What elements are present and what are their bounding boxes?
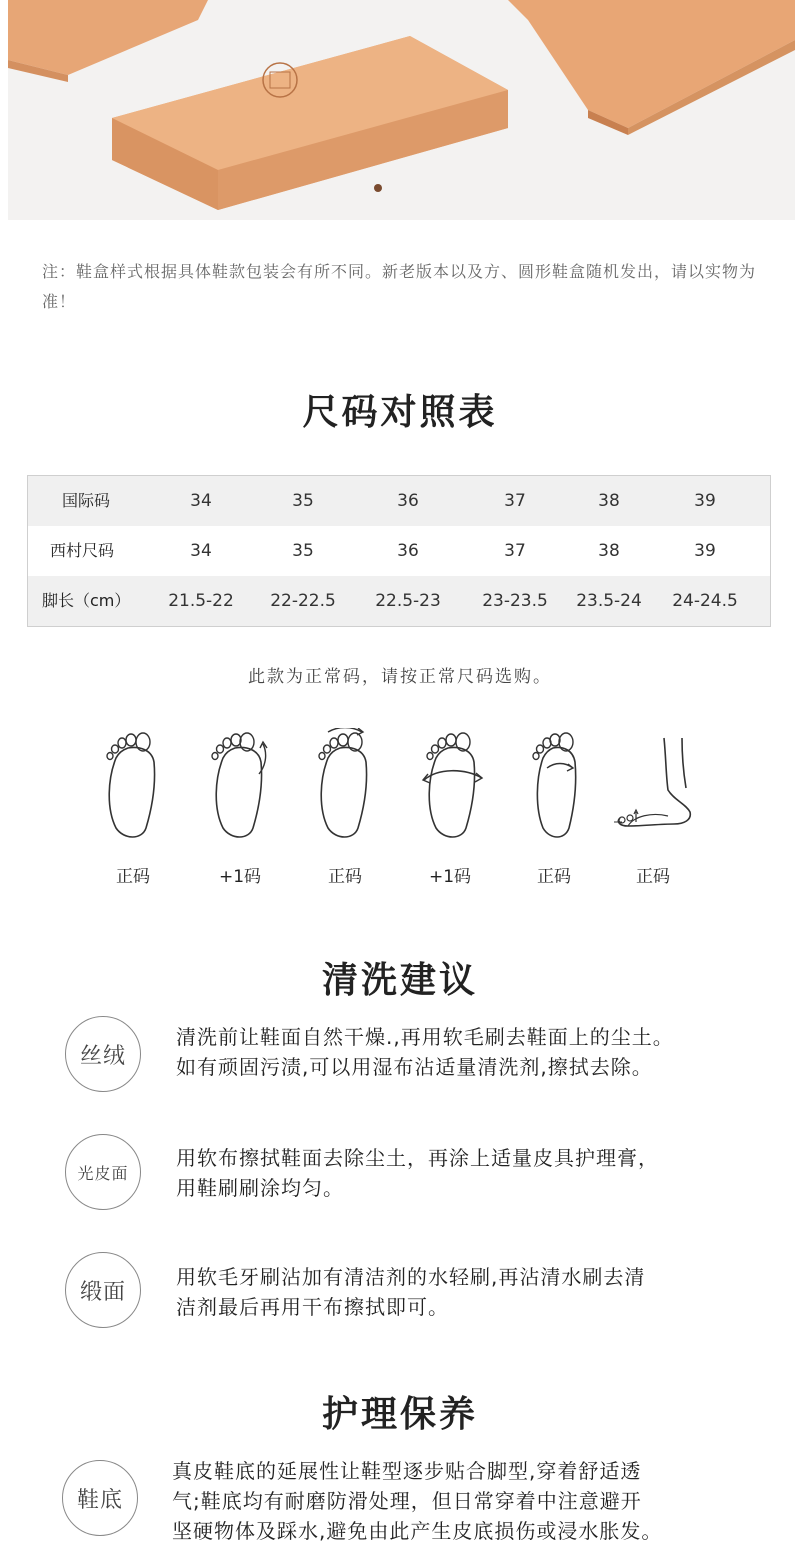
wide-foot-icon xyxy=(418,728,488,840)
table-cell: 23-23.5 xyxy=(482,591,548,611)
table-cell: 38 xyxy=(598,491,620,511)
care-line: 真皮鞋底的延展性让鞋型逐步贴合脚型,穿着舒适透 xyxy=(172,1459,642,1483)
sole-care-text xyxy=(172,1456,772,1546)
foot-label: 正码 xyxy=(537,867,571,887)
table-cell: 24-24.5 xyxy=(672,591,738,611)
table-cell: 35 xyxy=(292,491,314,511)
table-cell: 37 xyxy=(504,491,526,511)
thin-foot-icon xyxy=(523,728,593,840)
table-cell: 22.5-23 xyxy=(375,591,441,611)
foot-label: +1码 xyxy=(428,867,472,887)
smooth-leather-care-text xyxy=(176,1143,776,1203)
row-header: 脚长（cm） xyxy=(42,591,131,610)
velvet-badge: 丝绒 xyxy=(65,1016,141,1092)
satin-badge: 缎面 xyxy=(65,1252,141,1328)
packaging-note: 注：鞋盒样式根据具体鞋款包装会有所不同。新老版本以及方、圆形鞋盒随机发出，请以实物为准！ xyxy=(42,262,757,311)
high-arch-foot-icon xyxy=(612,728,700,840)
table-row xyxy=(28,576,770,626)
table-cell: 22-22.5 xyxy=(270,591,336,611)
foot-label: 正码 xyxy=(636,867,670,887)
velvet-care-text xyxy=(176,1022,776,1082)
table-row xyxy=(28,476,770,526)
table-cell: 34 xyxy=(190,491,212,511)
foot-label: +1码 xyxy=(218,867,262,887)
foot-label: 正码 xyxy=(328,867,362,887)
table-cell: 37 xyxy=(504,541,526,561)
table-cell: 36 xyxy=(397,541,419,561)
row-header: 西村尺码 xyxy=(50,541,115,560)
table-cell: 23.5-24 xyxy=(576,591,642,611)
shoe-box-photo xyxy=(8,0,795,220)
care-line: 用软毛牙刷沾加有清洁剂的水轻刷,再沾清水刷去清 xyxy=(176,1265,646,1289)
care-line: 用软布擦拭鞋面去除尘土，再涂上适量皮具护理膏， xyxy=(176,1146,659,1170)
care-line: 洁剂最后再用干布擦拭即可。 xyxy=(176,1295,449,1319)
care-line: 如有顽固污渍,可以用湿布沾适量清洗剂,擦拭去除。 xyxy=(176,1055,653,1079)
normal-foot-icon xyxy=(98,728,168,840)
table-cell: 38 xyxy=(598,541,620,561)
size-table xyxy=(27,475,771,627)
wide-toe-foot-icon xyxy=(205,728,275,840)
cleaning-title: 清洗建议 xyxy=(321,959,478,1001)
maintenance-title: 护理保养 xyxy=(321,1393,478,1435)
care-line: 气;鞋底均有耐磨防滑处理，但日常穿着中注意避开 xyxy=(172,1489,642,1513)
table-row xyxy=(28,526,770,576)
table-cell: 39 xyxy=(694,541,716,561)
smooth-leather-badge: 光皮面 xyxy=(65,1134,141,1210)
sole-badge: 鞋底 xyxy=(62,1460,138,1536)
table-cell: 39 xyxy=(694,491,716,511)
high-instep-foot-icon xyxy=(310,728,380,840)
satin-care-text xyxy=(176,1262,776,1322)
care-line: 坚硬物体及踩水,避免由此产生皮底损伤或浸水胀发。 xyxy=(172,1519,663,1543)
table-cell: 21.5-22 xyxy=(168,591,234,611)
table-cell: 36 xyxy=(397,491,419,511)
size-chart-title: 尺码对照表 xyxy=(302,391,498,433)
foot-label: 正码 xyxy=(116,867,150,887)
table-cell: 35 xyxy=(292,541,314,561)
row-header: 国际码 xyxy=(62,491,111,510)
care-line: 用鞋刷刷涂均匀。 xyxy=(176,1176,344,1200)
table-cell: 34 xyxy=(190,541,212,561)
care-line: 清洗前让鞋面自然干燥.,再用软毛刷去鞋面上的尘土。 xyxy=(176,1025,674,1049)
fit-note: 此款为正常码，请按正常尺码选购。 xyxy=(248,667,552,687)
